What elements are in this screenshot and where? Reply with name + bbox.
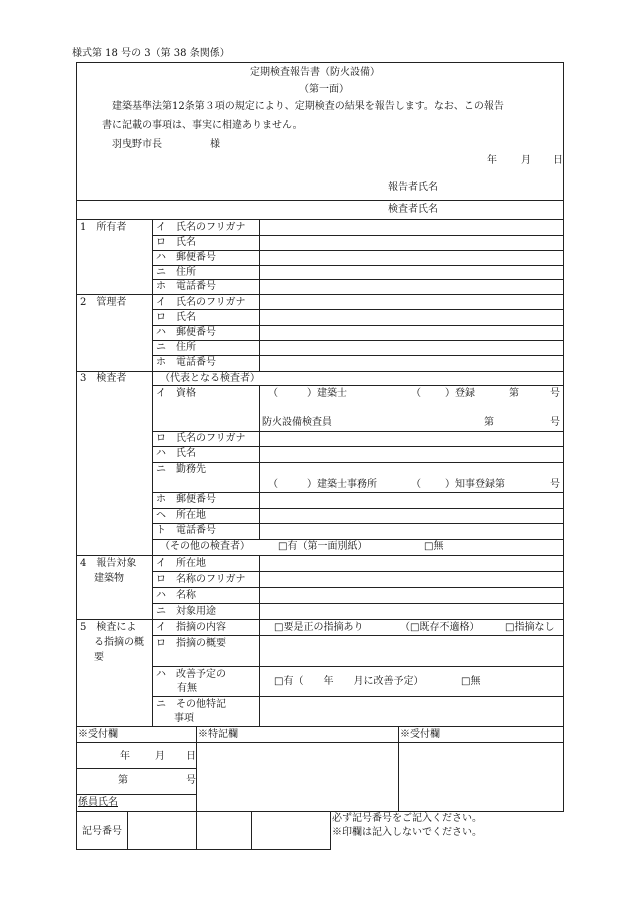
special-notes-header: ※特記欄 xyxy=(198,729,238,740)
inspector-phone-label: ト 電話番号 xyxy=(156,525,216,536)
inspector-furigana-label: ロ 氏名のフリガナ xyxy=(156,433,246,444)
owner-furigana-label: イ 氏名のフリガナ xyxy=(156,222,246,233)
qual-paren-open: （ xyxy=(268,388,278,399)
other-inspectors-label: （その他の検査者） xyxy=(160,541,250,552)
inspector-postal-label: ホ 郵便番号 xyxy=(156,494,216,505)
reception-year: 年 xyxy=(120,751,130,762)
reception-no-go: 号 xyxy=(186,775,196,786)
office-paren-open-2: （ xyxy=(411,479,421,490)
qual-go: 号 xyxy=(550,388,560,399)
qual-go-2: 号 xyxy=(550,417,560,428)
improvement-plan-yes-checkbox[interactable]: □有（ 年 月に改善予定） xyxy=(274,676,424,687)
other-remarks-label-2: 事項 xyxy=(174,713,194,724)
inspector-location-label: ヘ 所在地 xyxy=(156,510,206,521)
form-number: 様式第 18 号の 3（第 38 条関係） xyxy=(72,48,230,59)
addressee: 羽曳野市長 xyxy=(112,139,162,150)
owner-address-label: ニ 住所 xyxy=(156,267,196,278)
date-day: 日 xyxy=(553,155,563,166)
reception-header-2: ※受付欄 xyxy=(400,729,440,740)
section-findings-label-2: る指摘の概 xyxy=(94,637,144,648)
addressee-honorific: 様 xyxy=(210,139,220,150)
section-manager-label: 2 管理者 xyxy=(80,297,127,308)
qual-fire-inspector: 防火設備検査員 xyxy=(262,417,332,428)
qual-dai: 第 xyxy=(509,388,519,399)
findings-content-label: イ 指摘の内容 xyxy=(156,622,226,633)
reception-day: 日 xyxy=(186,751,196,762)
reception-no-dai: 第 xyxy=(118,775,128,786)
code-number-label: 記号番号 xyxy=(82,826,122,837)
inspector-name-label: 検査者氏名 xyxy=(388,204,438,215)
manager-address-label: ニ 住所 xyxy=(156,342,196,353)
section-findings-label-3: 要 xyxy=(94,652,104,663)
owner-phone-label: ホ 電話番号 xyxy=(156,281,216,292)
section-building-label-1: 4 報告対象 xyxy=(80,558,137,569)
representative-inspector-label: （代表となる検査者） xyxy=(160,373,260,384)
correction-required-checkbox[interactable]: □要是正の指摘あり xyxy=(274,622,364,633)
owner-name-label: ロ 氏名 xyxy=(156,237,196,248)
manager-postal-label: ハ 郵便番号 xyxy=(156,327,216,338)
staff-name-label: 係員氏名 xyxy=(78,797,118,808)
improvement-plan-no-checkbox[interactable]: □無 xyxy=(461,676,481,687)
page-subtitle: （第一面） xyxy=(299,84,349,95)
reception-month: 月 xyxy=(155,751,165,762)
improvement-plan-label-2: 有無 xyxy=(177,683,197,694)
qual-paren-open-2: （ xyxy=(411,388,421,399)
inspector-workplace-label: ニ 勤務先 xyxy=(156,464,206,475)
section-findings-label-1: 5 検査によ xyxy=(80,622,137,633)
office-architect: ）建築士事務所 xyxy=(307,479,377,490)
section-building-label-2: 建築物 xyxy=(94,573,124,584)
qual-dai-2: 第 xyxy=(484,417,494,428)
main-table xyxy=(76,219,564,727)
reporter-name-label: 報告者氏名 xyxy=(388,182,438,193)
manager-name-label: ロ 氏名 xyxy=(156,312,196,323)
manager-phone-label: ホ 電話番号 xyxy=(156,357,216,368)
manager-furigana-label: イ 氏名のフリガナ xyxy=(156,297,246,308)
form-title: 定期検査報告書（防火設備） xyxy=(250,67,380,78)
reception-header-1: ※受付欄 xyxy=(78,729,118,740)
office-paren-open: （ xyxy=(268,479,278,490)
footer-box xyxy=(76,726,564,812)
section-owner-label: 1 所有者 xyxy=(80,222,127,233)
qual-registration: ）登録 xyxy=(445,388,475,399)
other-inspectors-no-checkbox[interactable]: □無 xyxy=(424,541,444,552)
building-name-label: ハ 名称 xyxy=(156,590,196,601)
section-inspector-label: 3 検査者 xyxy=(80,373,127,384)
note-code-number: 必ず記号番号をご記入ください。 xyxy=(332,813,482,824)
owner-postal-label: ハ 郵便番号 xyxy=(156,252,216,263)
date-year: 年 xyxy=(487,155,497,166)
office-go: 号 xyxy=(550,479,560,490)
inspector-name-label-row: ハ 氏名 xyxy=(156,448,196,459)
building-furigana-label: ロ 名称のフリガナ xyxy=(156,574,246,585)
no-findings-checkbox[interactable]: □指摘なし xyxy=(505,622,555,633)
office-registration: ）知事登録第 xyxy=(445,479,505,490)
qualification-label: イ 資格 xyxy=(156,388,196,399)
qual-architect: ）建築士 xyxy=(307,388,347,399)
building-use-label: ニ 対象用途 xyxy=(156,606,216,617)
date-month: 月 xyxy=(521,155,531,166)
intro-text-2: 書に記載の事項は、事実に相違ありません。 xyxy=(102,120,303,131)
other-inspectors-yes-checkbox[interactable]: □有（第一面別紙） xyxy=(278,541,368,552)
note-asterisk-fields: ※印欄は記入しないでください。 xyxy=(332,827,482,838)
intro-text-1: 建築基準法第12条第３項の規定により、定期検査の結果を報告します。なお、この報告 xyxy=(112,101,504,112)
improvement-plan-label-1: ハ 改善予定の xyxy=(156,669,226,680)
building-location-label: イ 所在地 xyxy=(156,558,206,569)
findings-summary-label: ロ 指摘の概要 xyxy=(156,638,226,649)
existing-nonconforming-checkbox[interactable]: （□既存不適格） xyxy=(400,622,480,633)
other-remarks-label-1: ニ その他特記 xyxy=(156,699,226,710)
